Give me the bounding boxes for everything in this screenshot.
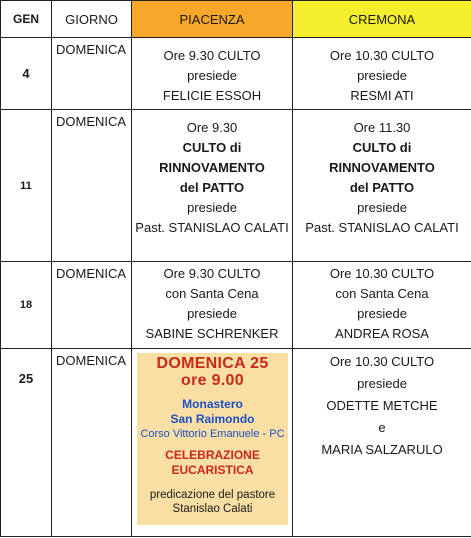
special-event-box bbox=[137, 353, 288, 525]
weekday: DOMENICA bbox=[52, 262, 132, 349]
event-preacher: Stanislao Calati bbox=[172, 503, 253, 515]
presides-label: presiede bbox=[357, 376, 407, 391]
event-name: EUCARISTICA bbox=[171, 463, 254, 477]
weekday: DOMENICA bbox=[52, 349, 132, 537]
presider-name: Past. STANISLAO CALATI bbox=[305, 220, 459, 235]
event-name: CELEBRAZIONE bbox=[165, 448, 260, 462]
service-time: Ore 9.30 CULTO bbox=[163, 48, 261, 63]
conjunction: e bbox=[378, 420, 386, 435]
weekday: DOMENICA bbox=[52, 38, 132, 110]
cremona-cell bbox=[293, 349, 471, 537]
presider-name: MARIA SALZARULO bbox=[321, 442, 443, 457]
day-number: 18 bbox=[1, 262, 52, 349]
service-note: con Santa Cena bbox=[335, 286, 429, 301]
event-date: DOMENICA 25 bbox=[156, 355, 269, 372]
piacenza-cell bbox=[132, 349, 293, 537]
table-row bbox=[1, 349, 471, 537]
presides-label: presiede bbox=[357, 306, 407, 321]
piacenza-cell bbox=[132, 110, 293, 262]
service-title: RINNOVAMENTO bbox=[329, 160, 435, 175]
presides-label: presiede bbox=[187, 200, 237, 215]
presider-name: RESMI ATI bbox=[350, 88, 414, 103]
service-title: CULTO di bbox=[352, 140, 412, 155]
table-row bbox=[1, 110, 471, 262]
presides-label: presiede bbox=[357, 200, 407, 215]
presider-name: ODETTE METCHE bbox=[326, 398, 438, 413]
table-row bbox=[1, 262, 471, 349]
event-preacher: predicazione del pastore bbox=[149, 489, 276, 501]
service-title: CULTO di bbox=[182, 140, 242, 155]
weekday: DOMENICA bbox=[52, 110, 132, 262]
header-cremona: CREMONA bbox=[293, 1, 471, 38]
service-title: RINNOVAMENTO bbox=[159, 160, 265, 175]
event-address: Corso Vittorio Emanuele - PC bbox=[140, 428, 285, 440]
cremona-cell bbox=[293, 38, 471, 110]
service-time: Ore 10.30 CULTO bbox=[329, 48, 435, 63]
header-giorno: GIORNO bbox=[52, 1, 132, 38]
service-note: con Santa Cena bbox=[165, 286, 259, 301]
day-number: 4 bbox=[1, 38, 52, 110]
piacenza-cell bbox=[132, 38, 293, 110]
header-gen: GEN bbox=[1, 1, 52, 38]
service-time: Ore 9.30 bbox=[186, 120, 238, 135]
cremona-cell bbox=[293, 110, 471, 262]
service-title: del PATTO bbox=[349, 180, 415, 195]
service-time: Ore 10.30 CULTO bbox=[329, 266, 435, 281]
presider-name: ANDREA ROSA bbox=[335, 326, 429, 341]
piacenza-cell bbox=[132, 262, 293, 349]
presides-label: presiede bbox=[187, 306, 237, 321]
presider-name: Past. STANISLAO CALATI bbox=[135, 220, 289, 235]
event-venue: San Raimondo bbox=[170, 412, 255, 426]
presider-name: FELICIE ESSOH bbox=[162, 88, 262, 103]
presides-label: presiede bbox=[187, 68, 237, 83]
service-time: Ore 10.30 CULTO bbox=[329, 354, 435, 369]
event-venue: Monastero bbox=[182, 397, 243, 411]
service-time: Ore 9.30 CULTO bbox=[163, 266, 261, 281]
day-number: 11 bbox=[1, 110, 52, 262]
event-time: ore 9.00 bbox=[181, 372, 244, 389]
presider-name: SABINE SCHRENKER bbox=[145, 326, 279, 341]
header-piacenza: PIACENZA bbox=[132, 1, 293, 38]
cremona-cell bbox=[293, 262, 471, 349]
day-number: 25 bbox=[1, 349, 52, 537]
service-title: del PATTO bbox=[179, 180, 245, 195]
table-row bbox=[1, 38, 471, 110]
presides-label: presiede bbox=[357, 68, 407, 83]
header-row bbox=[1, 1, 471, 38]
service-time: Ore 11.30 bbox=[353, 120, 411, 135]
